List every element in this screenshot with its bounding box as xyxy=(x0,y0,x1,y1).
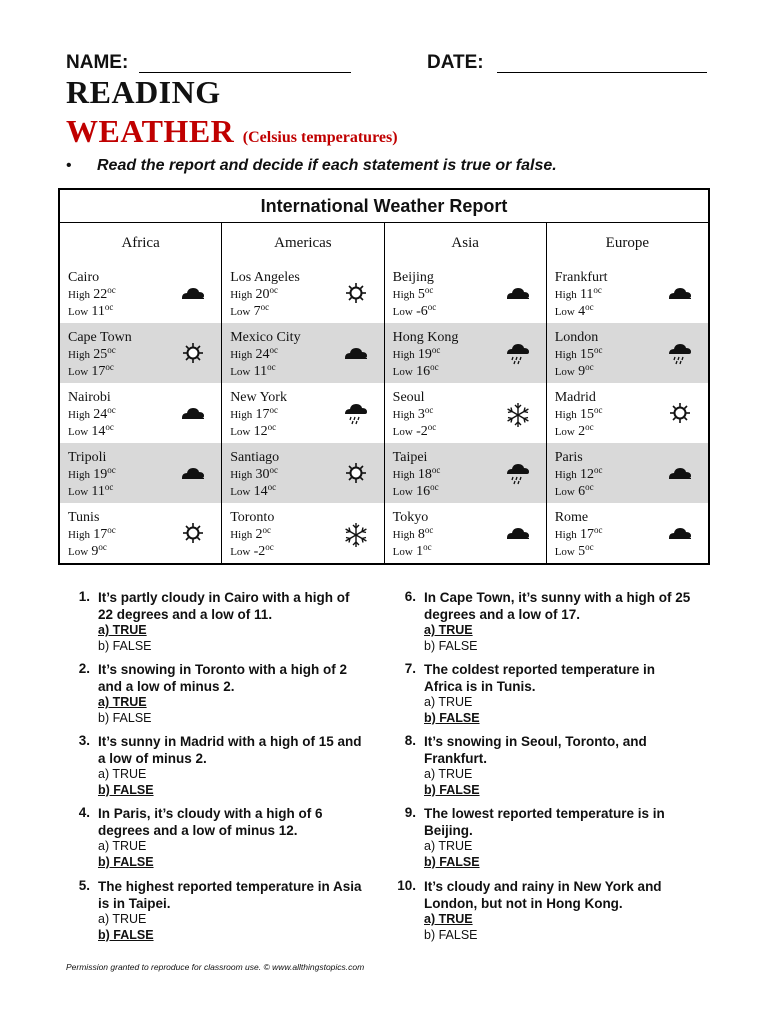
city-name: New York xyxy=(230,390,287,405)
unit: oc xyxy=(431,345,441,355)
unit: oc xyxy=(267,482,277,492)
date-line[interactable] xyxy=(497,72,707,73)
weather-row xyxy=(59,383,709,443)
unit: oc xyxy=(105,362,114,372)
city-name: Hong Kong xyxy=(392,330,459,345)
high-label: High xyxy=(230,349,253,361)
low-label: Low xyxy=(230,546,251,558)
unit: oc xyxy=(593,405,603,415)
city-name: Taipei xyxy=(392,450,428,465)
sun-icon xyxy=(666,401,694,425)
question-text: In Paris, it’s cloudy with a high of 6 degrees and a low of minus 12. xyxy=(98,806,323,838)
low-temp: 4 xyxy=(578,304,586,319)
question xyxy=(66,733,376,799)
question-number: 8. xyxy=(404,733,416,748)
high-temp: 11 xyxy=(579,287,594,302)
option-true[interactable]: a) TRUE xyxy=(98,767,147,781)
title-weather xyxy=(66,113,398,150)
unit: oc xyxy=(593,285,602,295)
city-forecast xyxy=(555,269,663,320)
unit: oc xyxy=(424,525,434,535)
city-cell xyxy=(222,323,384,383)
question-text: It’s partly cloudy in Cairo with a high of 22 degrees and a low of 11. xyxy=(98,590,350,622)
cloud-icon xyxy=(179,281,207,305)
high-temp: 3 xyxy=(417,407,425,422)
unit: oc xyxy=(424,285,434,295)
unit: oc xyxy=(107,345,116,355)
city-cell xyxy=(384,383,546,443)
city-cell xyxy=(59,263,222,323)
unit: oc xyxy=(104,482,114,492)
question-number: 7. xyxy=(404,661,416,676)
high-temp: 17 xyxy=(93,527,108,542)
option-true[interactable]: a) TRUE xyxy=(98,695,147,709)
high-temp: 15 xyxy=(579,407,594,422)
city-forecast xyxy=(230,269,338,320)
city-cell xyxy=(222,383,384,443)
unit: oc xyxy=(269,345,278,355)
high-label: High xyxy=(392,469,415,481)
high-label: High xyxy=(554,529,577,541)
rain-icon xyxy=(666,341,694,365)
option-true[interactable]: a) TRUE xyxy=(424,695,473,709)
sun-icon xyxy=(342,461,370,485)
bullet-icon: • xyxy=(66,157,72,174)
weather-row xyxy=(59,443,709,503)
unit: oc xyxy=(104,302,114,312)
question-number: 10. xyxy=(397,878,416,893)
city-cell xyxy=(546,383,709,443)
high-label: High xyxy=(554,349,577,361)
question xyxy=(392,733,702,799)
city-forecast xyxy=(555,329,663,380)
city-cell xyxy=(546,443,709,503)
unit: oc xyxy=(431,465,441,475)
city-cell xyxy=(384,323,546,383)
high-label: High xyxy=(554,409,577,421)
high-temp: 12 xyxy=(579,467,594,482)
title-weather-text: WEATHER xyxy=(66,113,235,149)
city-name: Paris xyxy=(554,450,583,465)
rain-icon xyxy=(504,341,532,365)
high-label: High xyxy=(392,349,415,361)
question-number: 4. xyxy=(78,805,90,820)
city-name: Rome xyxy=(554,510,589,525)
city-cell xyxy=(546,503,709,564)
city-name: Madrid xyxy=(554,390,596,405)
question-number: 2. xyxy=(78,661,90,676)
high-temp: 22 xyxy=(93,287,108,302)
unit: oc xyxy=(107,285,116,295)
option-true[interactable]: a) TRUE xyxy=(424,623,473,637)
low-label: Low xyxy=(554,306,575,318)
high-label: High xyxy=(230,469,253,481)
question xyxy=(66,661,376,727)
city-cell xyxy=(59,323,222,383)
region-header: Europe xyxy=(546,223,709,264)
question xyxy=(66,805,376,871)
low-label: Low xyxy=(68,486,89,498)
low-temp: 11 xyxy=(91,484,105,499)
snow-icon xyxy=(342,521,370,545)
cloud-icon xyxy=(179,401,207,425)
unit: oc xyxy=(260,302,270,312)
cloud-icon xyxy=(504,281,532,305)
sun-icon xyxy=(179,341,207,365)
question-number: 6. xyxy=(404,589,416,604)
high-label: High xyxy=(392,289,415,301)
unit: oc xyxy=(107,525,116,535)
city-forecast xyxy=(230,449,338,500)
unit: oc xyxy=(262,525,271,535)
low-label: Low xyxy=(392,486,413,498)
city-forecast xyxy=(68,269,176,320)
city-name: Toronto xyxy=(230,510,275,525)
unit: oc xyxy=(593,465,603,475)
city-name: Nairobi xyxy=(68,390,111,405)
unit: oc xyxy=(98,542,107,552)
city-cell xyxy=(222,443,384,503)
unit: oc xyxy=(585,482,594,492)
question xyxy=(392,878,702,944)
city-name: Frankfurt xyxy=(554,270,608,285)
city-cell xyxy=(59,503,222,564)
option-true[interactable]: a) TRUE xyxy=(98,912,147,926)
option-false[interactable]: b) FALSE xyxy=(98,855,154,869)
cloud-icon xyxy=(504,521,532,545)
option-false[interactable]: b) FALSE xyxy=(424,783,480,797)
city-forecast xyxy=(68,509,176,560)
option-false[interactable]: b) FALSE xyxy=(424,855,480,869)
unit: oc xyxy=(593,525,603,535)
title-subtitle: (Celsius temperatures) xyxy=(242,129,398,146)
question-text: The highest reported temperature in Asia is in Taipei. xyxy=(98,879,362,911)
low-label: Low xyxy=(230,366,251,378)
high-label: High xyxy=(392,529,415,541)
high-label: High xyxy=(230,409,253,421)
high-label: High xyxy=(68,529,90,541)
region-header: Africa xyxy=(59,223,222,264)
question xyxy=(392,589,702,655)
unit: oc xyxy=(269,405,278,415)
unit: oc xyxy=(585,542,594,552)
option-false[interactable]: b) FALSE xyxy=(98,711,152,725)
city-cell xyxy=(222,263,384,323)
high-temp: 20 xyxy=(255,287,270,302)
question xyxy=(66,589,376,655)
name-label: NAME: xyxy=(66,52,129,73)
low-temp: 11 xyxy=(91,304,105,319)
title-reading: READING xyxy=(66,74,221,110)
option-false[interactable]: b) FALSE xyxy=(98,928,154,942)
low-temp: 11 xyxy=(253,364,268,379)
low-label: Low xyxy=(554,486,575,498)
city-cell xyxy=(546,323,709,383)
city-name: Los Angeles xyxy=(230,270,300,285)
high-temp: 24 xyxy=(255,347,270,362)
city-name: Tokyo xyxy=(392,510,429,525)
low-label: Low xyxy=(554,366,575,378)
low-label: Low xyxy=(68,366,89,378)
report-caption: International Weather Report xyxy=(59,189,709,223)
high-temp: 19 xyxy=(93,467,108,482)
option-false[interactable]: b) FALSE xyxy=(98,783,154,797)
city-forecast xyxy=(555,389,663,440)
high-label: High xyxy=(68,289,90,301)
question-text: In Cape Town, it’s sunny with a high of 25 degrees and a low of 17. xyxy=(424,590,691,622)
high-label: High xyxy=(554,469,577,481)
rain-icon xyxy=(504,461,532,485)
cloud-icon xyxy=(666,521,694,545)
city-forecast xyxy=(393,449,501,500)
low-temp: 1 xyxy=(416,544,424,559)
question-text: It’s sunny in Madrid with a high of 15 and a low of minus 2. xyxy=(98,734,362,766)
cloud-icon xyxy=(179,461,207,485)
snow-icon xyxy=(504,401,532,425)
low-temp: 17 xyxy=(91,364,106,379)
region-header: Asia xyxy=(384,223,546,264)
low-temp: 9 xyxy=(91,544,99,559)
unit: oc xyxy=(269,285,278,295)
high-label: High xyxy=(230,529,253,541)
weather-row xyxy=(59,263,709,323)
region-header: Americas xyxy=(222,223,384,264)
city-forecast xyxy=(555,449,663,500)
low-temp: 2 xyxy=(578,424,586,439)
question xyxy=(66,878,376,944)
city-cell xyxy=(222,503,384,564)
high-label: High xyxy=(230,289,253,301)
city-cell xyxy=(384,263,546,323)
unit: oc xyxy=(269,465,278,475)
question-text: It’s cloudy and rainy in New York and London, but not in Hong Kong. xyxy=(424,879,662,911)
unit: oc xyxy=(593,345,603,355)
option-true[interactable]: a) TRUE xyxy=(424,839,473,853)
city-forecast xyxy=(393,509,501,560)
cloud-icon xyxy=(666,281,694,305)
option-false[interactable]: b) FALSE xyxy=(424,711,480,725)
option-false[interactable]: b) FALSE xyxy=(98,639,152,653)
low-label: Low xyxy=(230,306,251,318)
low-label: Low xyxy=(392,366,413,378)
option-true[interactable]: a) TRUE xyxy=(98,623,147,637)
sun-icon xyxy=(179,521,207,545)
city-name: Seoul xyxy=(392,390,425,405)
high-temp: 17 xyxy=(579,527,594,542)
low-label: Low xyxy=(230,426,251,438)
city-forecast xyxy=(68,449,176,500)
low-label: Low xyxy=(554,546,575,558)
high-temp: 5 xyxy=(417,287,425,302)
city-name: Cairo xyxy=(68,270,100,285)
weather-row xyxy=(59,503,709,564)
city-name: Tripoli xyxy=(68,450,107,465)
low-temp: 9 xyxy=(578,364,586,379)
city-cell xyxy=(384,443,546,503)
high-temp: 19 xyxy=(417,347,432,362)
question-text: It’s snowing in Seoul, Toronto, and Frankfurt. xyxy=(424,734,647,766)
low-label: Low xyxy=(230,486,251,498)
high-temp: 24 xyxy=(93,407,108,422)
unit: oc xyxy=(267,422,277,432)
low-label: Low xyxy=(554,426,575,438)
low-label: Low xyxy=(392,546,413,558)
city-name: London xyxy=(554,330,599,345)
unit: oc xyxy=(585,362,594,372)
question-text: The lowest reported temperature is in Beijing. xyxy=(424,806,665,838)
option-false[interactable]: b) FALSE xyxy=(424,639,478,653)
question-text: The coldest reported temperature in Africa is in Tunis. xyxy=(424,662,656,694)
city-name: Santiago xyxy=(230,450,280,465)
low-label: Low xyxy=(68,426,89,438)
option-true[interactable]: a) TRUE xyxy=(424,912,473,926)
question-number: 9. xyxy=(404,805,416,820)
question xyxy=(392,805,702,871)
unit: oc xyxy=(424,405,434,415)
low-label: Low xyxy=(392,306,413,318)
high-label: High xyxy=(68,349,90,361)
low-temp: -2 xyxy=(416,424,428,439)
low-label: Low xyxy=(68,306,89,318)
low-label: Low xyxy=(392,426,413,438)
cloud-icon xyxy=(342,341,370,365)
low-temp: -2 xyxy=(253,544,266,559)
unit: oc xyxy=(105,422,114,432)
sun-icon xyxy=(342,281,370,305)
low-temp: 14 xyxy=(253,484,268,499)
weather-report-table xyxy=(58,188,710,565)
low-label: Low xyxy=(68,546,89,558)
option-false[interactable]: b) FALSE xyxy=(424,928,478,942)
rain-icon xyxy=(342,401,370,425)
city-cell xyxy=(59,383,222,443)
question xyxy=(392,661,702,727)
high-temp: 25 xyxy=(93,347,108,362)
high-temp: 15 xyxy=(579,347,594,362)
city-cell xyxy=(59,443,222,503)
city-name: Cape Town xyxy=(68,330,132,345)
high-label: High xyxy=(554,289,577,301)
high-temp: 8 xyxy=(417,527,425,542)
city-forecast xyxy=(393,329,501,380)
option-true[interactable]: a) TRUE xyxy=(424,767,473,781)
date-label: DATE: xyxy=(427,52,484,73)
high-label: High xyxy=(68,469,90,481)
unit: oc xyxy=(427,302,437,312)
unit: oc xyxy=(585,302,594,312)
unit: oc xyxy=(427,422,437,432)
name-line[interactable] xyxy=(139,72,351,73)
city-forecast xyxy=(393,389,501,440)
instruction: Read the report and decide if each statement is true or false. xyxy=(97,157,557,174)
city-cell xyxy=(384,503,546,564)
unit: oc xyxy=(265,542,274,552)
city-forecast xyxy=(230,389,338,440)
question-number: 1. xyxy=(78,589,90,604)
unit: oc xyxy=(267,362,276,372)
high-label: High xyxy=(392,409,415,421)
question-number: 5. xyxy=(78,878,90,893)
footer-permission: Permission granted to reproduce for classroom use. © www.allthingstopics.com xyxy=(66,962,365,972)
city-forecast xyxy=(68,329,176,380)
cloud-icon xyxy=(666,461,694,485)
city-forecast xyxy=(230,329,338,380)
city-forecast xyxy=(230,509,338,560)
low-temp: -6 xyxy=(416,304,428,319)
high-temp: 18 xyxy=(417,467,432,482)
low-temp: 14 xyxy=(91,424,106,439)
high-temp: 30 xyxy=(255,467,270,482)
question-text: It’s snowing in Toronto with a high of 2 and a low of minus 2. xyxy=(98,662,347,694)
high-temp: 17 xyxy=(255,407,270,422)
question-number: 3. xyxy=(78,733,90,748)
city-name: Mexico City xyxy=(230,330,301,345)
low-temp: 12 xyxy=(253,424,268,439)
unit: oc xyxy=(107,405,116,415)
city-forecast xyxy=(393,269,501,320)
city-name: Beijing xyxy=(392,270,434,285)
unit: oc xyxy=(107,465,116,475)
low-temp: 16 xyxy=(416,484,431,499)
unit: oc xyxy=(430,362,439,372)
city-forecast xyxy=(555,509,663,560)
option-true[interactable]: a) TRUE xyxy=(98,839,147,853)
low-temp: 16 xyxy=(416,364,431,379)
high-temp: 2 xyxy=(255,527,263,542)
low-temp: 7 xyxy=(253,304,261,319)
low-temp: 6 xyxy=(578,484,586,499)
unit: oc xyxy=(423,542,432,552)
weather-row xyxy=(59,323,709,383)
high-label: High xyxy=(68,409,90,421)
city-cell xyxy=(546,263,709,323)
unit: oc xyxy=(430,482,439,492)
city-forecast xyxy=(68,389,176,440)
unit: oc xyxy=(585,422,594,432)
low-temp: 5 xyxy=(578,544,586,559)
city-name: Tunis xyxy=(68,510,100,525)
